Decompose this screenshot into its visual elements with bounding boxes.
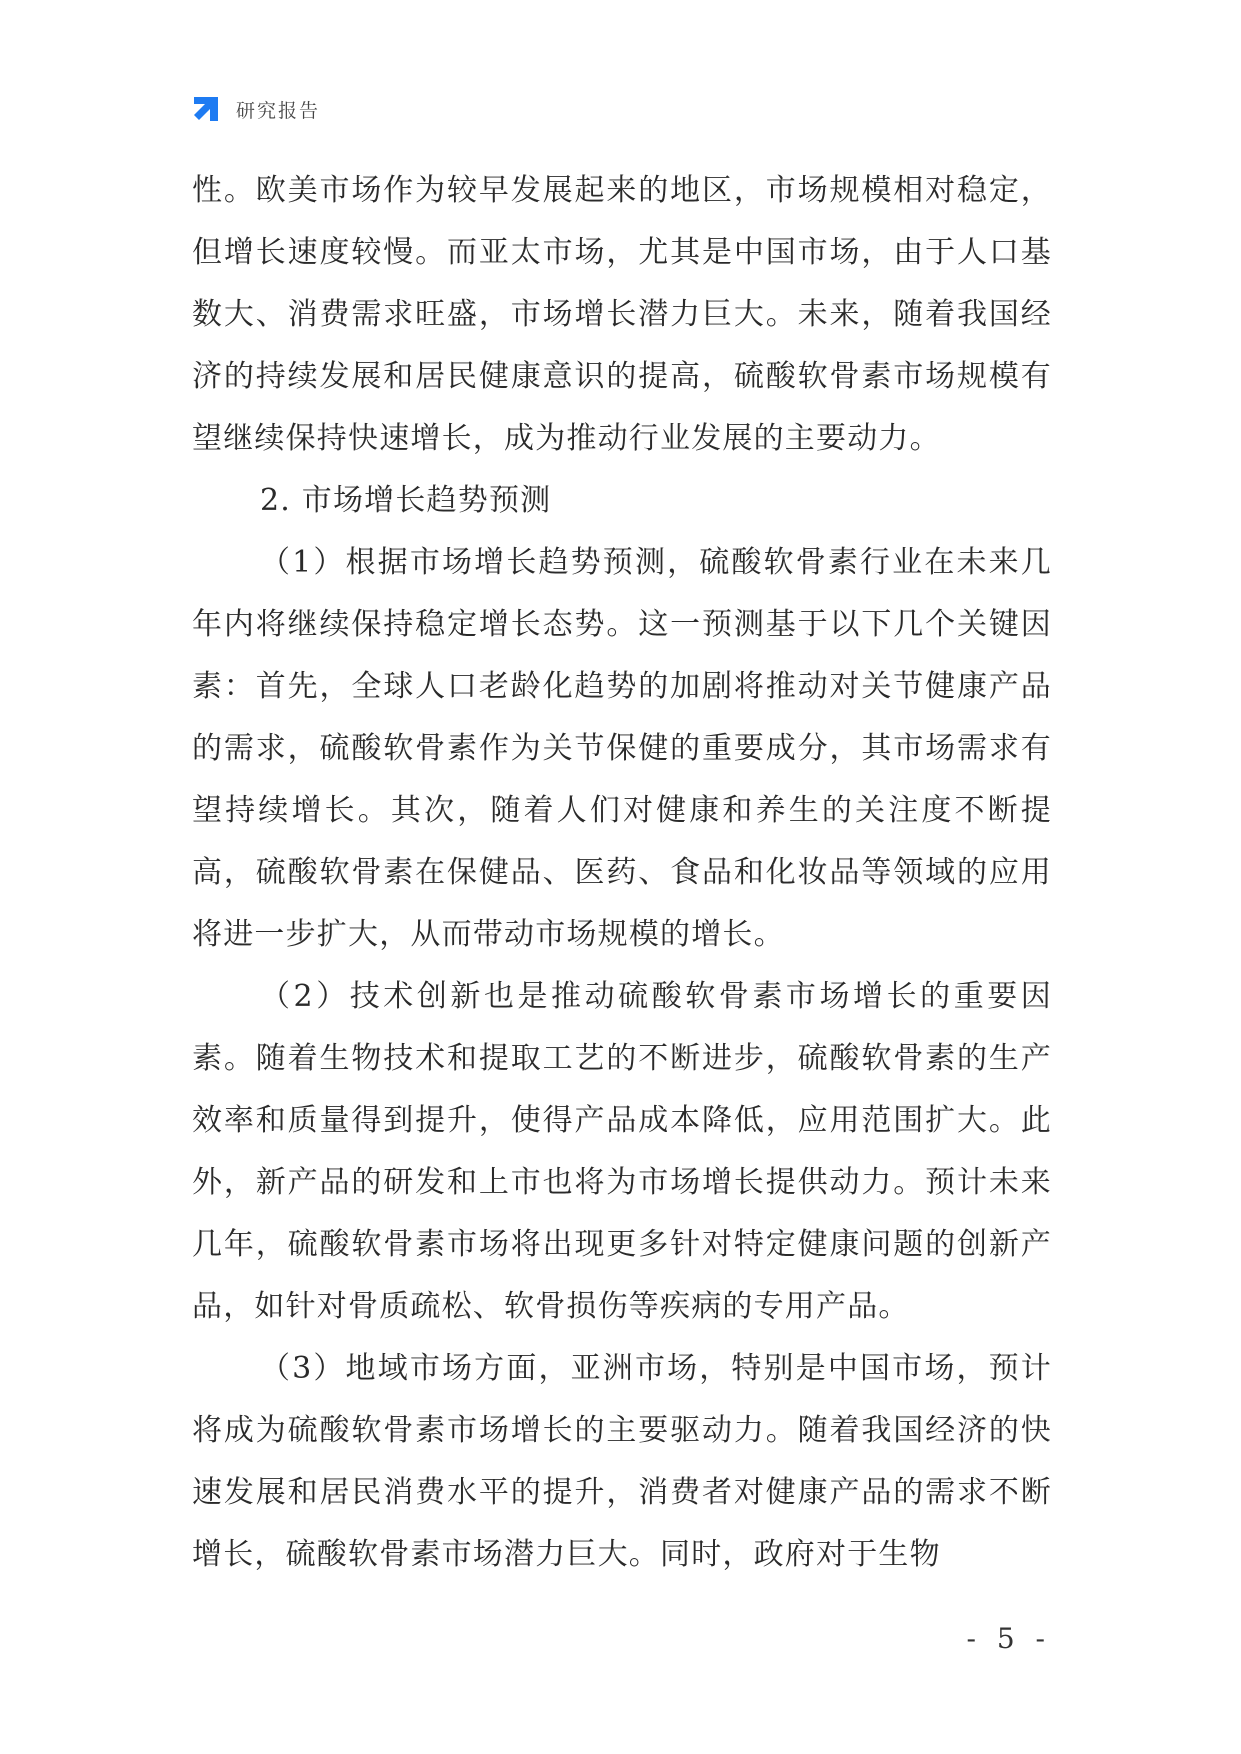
page-number: - 5 -	[966, 1622, 1051, 1655]
paragraph-continuation: 性。欧美市场作为较早发展起来的地区，市场规模相对稳定，但增长速度较慢。而亚太市场，尤其是中国市场，由于人口基数大、消费需求旺盛，市场增长潜力巨大。未来，随着我国经济的持续发展和居民健康意识的提高，硫酸软骨素市场规模有望继续保持快速增长，成为推动行业发展的主要动力。	[192, 173, 1052, 456]
paragraph-point-3: （3）地域市场方面，亚洲市场，特别是中国市场，预计将成为硫酸软骨素市场增长的主要驱动力。随着我国经济的快速发展和居民消费水平的提升，消费者对健康产品的需求不断增长，硫酸软骨素市场潜力巨大。同时，政府对于生物	[192, 1351, 1052, 1572]
document-body	[192, 160, 1052, 1586]
paragraph-point-1: （1）根据市场增长趋势预测，硫酸软骨素行业在未来几年内将继续保持稳定增长态势。这一预测基于以下几个关键因素：首先，全球人口老龄化趋势的加剧将推动对关节健康产品的需求，硫酸软骨素作为关节保健的重要成分，其市场需求有望持续增长。其次，随着人们对健康和养生的关注度不断提高，硫酸软骨素在保健品、医药、食品和化妆品等领域的应用将进一步扩大，从而带动市场规模的增长。	[192, 545, 1052, 952]
paragraph-point-2: （2）技术创新也是推动硫酸软骨素市场增长的重要因素。随着生物技术和提取工艺的不断进步，硫酸软骨素的生产效率和质量得到提升，使得产品成本降低，应用范围扩大。此外，新产品的研发和上市也将为市场增长提供动力。预计未来几年，硫酸软骨素市场将出现更多针对特定健康问题的创新产品，如针对骨质疏松、软骨损伤等疾病的专用产品。	[192, 979, 1052, 1324]
arrow-up-right-icon	[190, 93, 222, 125]
report-header	[190, 92, 320, 126]
header-title: 研究报告	[236, 99, 321, 122]
section-heading: 2. 市场增长趋势预测	[260, 483, 552, 518]
